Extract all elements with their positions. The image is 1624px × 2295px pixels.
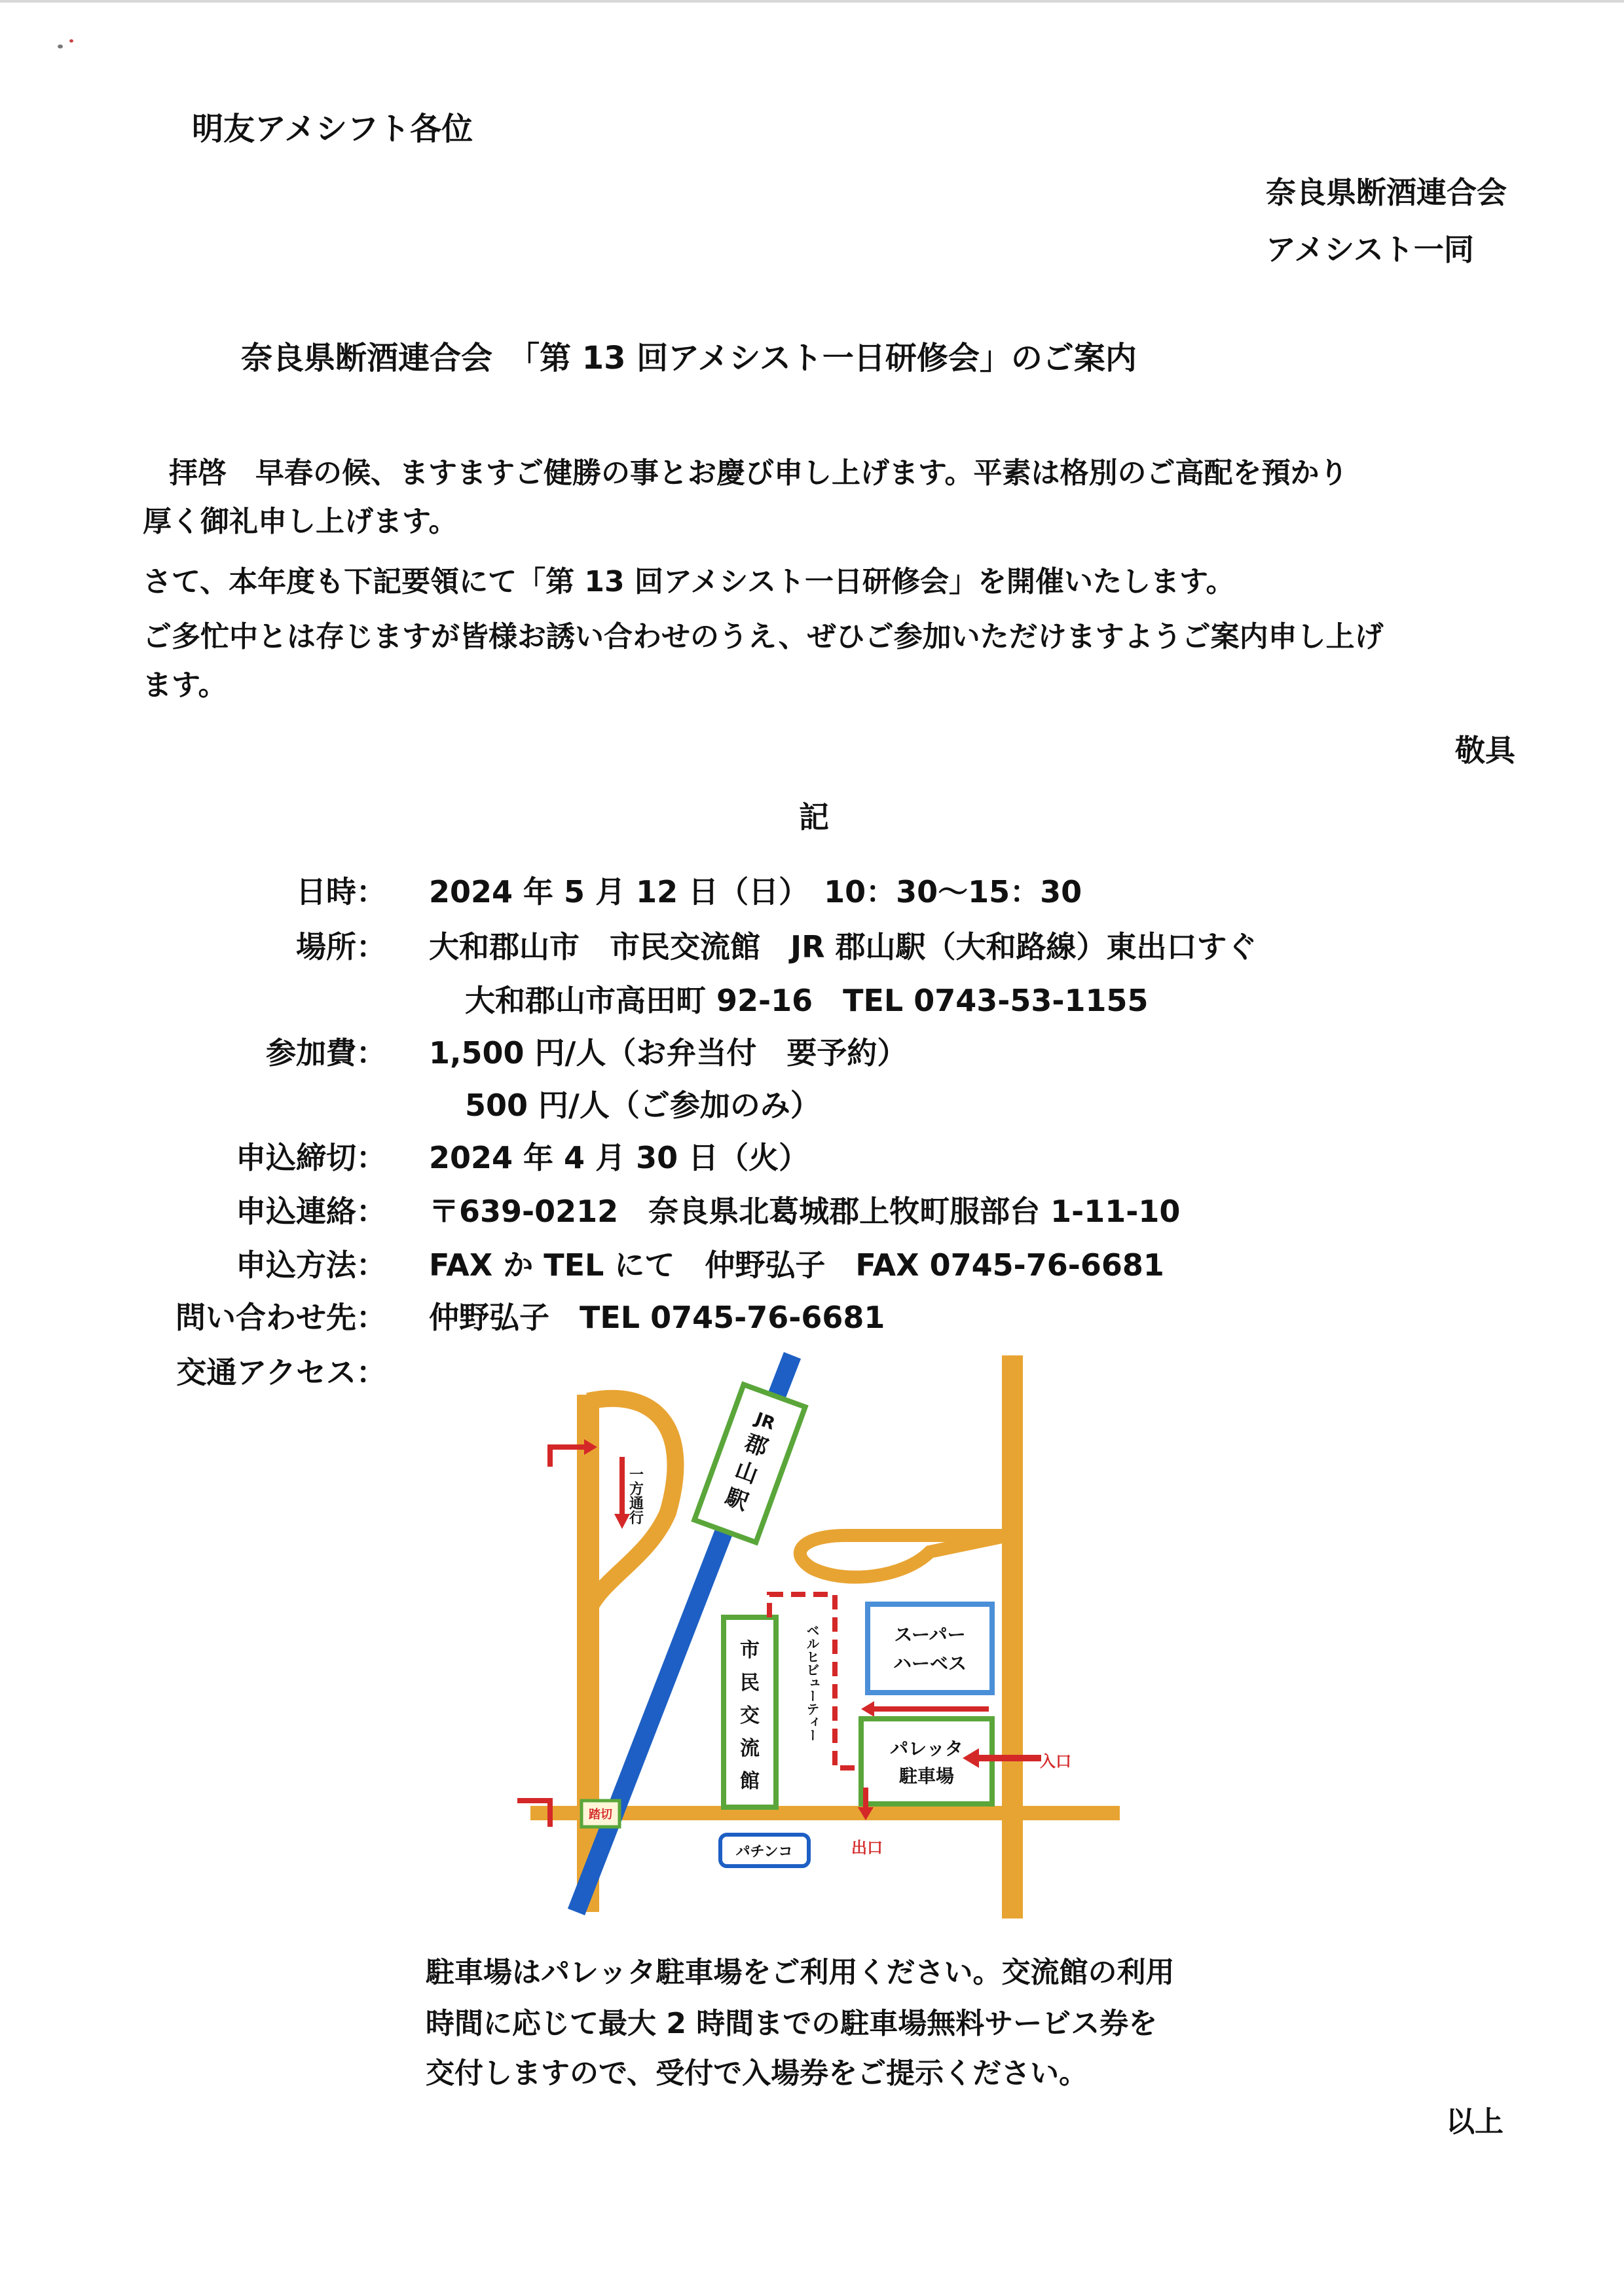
parking-note-2: 時間に応じて最大 2 時間までの駐車場無料サービス券を bbox=[426, 2007, 1158, 2040]
access-map bbox=[504, 1342, 1120, 1932]
super-label: スーパー bbox=[894, 1624, 966, 1645]
civic-hall-label: 市 bbox=[740, 1639, 760, 1662]
entrance-label: 入口 bbox=[1040, 1752, 1071, 1771]
deadline-value: 2024 年 4 月 30 日（火） bbox=[429, 1140, 809, 1175]
road-cul-de-sac bbox=[800, 1535, 1008, 1577]
civic-hall-label: 流 bbox=[740, 1737, 760, 1760]
parking-note-1: 駐車場はパレッタ駐車場をご利用ください。交流館の利用 bbox=[426, 1956, 1175, 1989]
jr-station-label: 郡 bbox=[741, 1429, 771, 1462]
deadline-label: 申込締切： bbox=[236, 1140, 386, 1175]
jr-station-label: 山 bbox=[731, 1456, 762, 1489]
closing-keigu: 敬具 bbox=[1455, 733, 1515, 768]
place-label: 場所： bbox=[296, 929, 386, 964]
fee-label: 参加費： bbox=[266, 1035, 386, 1071]
document-title: 奈良県断酒連合会 「第 13 回アメシスト一日研修会」のご案内 bbox=[241, 340, 1137, 376]
jr-station-box bbox=[694, 1385, 805, 1543]
one-way-label: 一方通行 bbox=[627, 1467, 644, 1524]
place-value-2: 大和郡山市高田町 92-16 TEL 0743-53-1155 bbox=[465, 983, 1149, 1018]
scan-top-edge bbox=[0, 0, 1624, 3]
ending-ijou: 以上 bbox=[1446, 2105, 1504, 2139]
exit-label: 出口 bbox=[851, 1839, 883, 1857]
date-label: 日時： bbox=[296, 874, 386, 909]
contact-value: 〒639-0212 奈良県北葛城郡上牧町服部台 1-11-10 bbox=[429, 1194, 1181, 1229]
civic-hall-label: 民 bbox=[740, 1672, 760, 1695]
access-label: 交通アクセス： bbox=[176, 1355, 386, 1390]
sender-group: アメシスト一同 bbox=[1266, 232, 1474, 267]
fee-value-1: 1,500 円/人（お弁当付 要予約） bbox=[429, 1035, 908, 1071]
civic-hall-label: 館 bbox=[740, 1770, 760, 1793]
addressee: 明友アメシフト各位 bbox=[192, 111, 473, 147]
road-east bbox=[1002, 1355, 1023, 1919]
method-label: 申込方法： bbox=[236, 1247, 386, 1283]
beauty-label: ベルヒビューティー bbox=[804, 1624, 820, 1742]
civic-hall-label: 交 bbox=[740, 1704, 760, 1727]
date-value: 2024 年 5 月 12 日（日） 10：30～15：30 bbox=[429, 874, 1082, 909]
body-line-5: ます。 bbox=[143, 669, 227, 702]
ki-heading: 記 bbox=[799, 799, 829, 835]
scan-speck bbox=[69, 39, 73, 43]
pachinko-label: パチンコ bbox=[735, 1844, 793, 1860]
contact-label: 申込連絡： bbox=[236, 1194, 386, 1229]
scan-speck bbox=[58, 45, 63, 48]
paretta-label: パレッタ bbox=[890, 1738, 963, 1759]
inquiry-value: 仲野弘子 TEL 0745-76-6681 bbox=[429, 1300, 885, 1335]
paretta-label: 駐車場 bbox=[898, 1765, 955, 1787]
body-line-3: さて、本年度も下記要領にて「第 13 回アメシスト一日研修会」を開催いたします。 bbox=[143, 565, 1235, 598]
fee-value-2: 500 円/人（ご参加のみ） bbox=[465, 1088, 821, 1123]
super-box bbox=[868, 1604, 992, 1693]
sender-org: 奈良県断酒連合会 bbox=[1266, 175, 1507, 210]
body-line-4: ご多忙中とは存じますが皆様お誘い合わせのうえ、ぜひご参加いただけますようご案内申し上げ bbox=[143, 620, 1384, 653]
crossing-label: 踏切 bbox=[589, 1808, 612, 1822]
super-label: ハーベス bbox=[893, 1653, 967, 1674]
route-arrow-head bbox=[861, 1701, 874, 1717]
method-value: FAX か TEL にて 仲野弘子 FAX 0745-76-6681 bbox=[429, 1247, 1164, 1283]
place-value-1: 大和郡山市 市民交流館 JR 郡山駅（大和路線）東出口すぐ bbox=[429, 929, 1257, 964]
body-line-2: 厚く御礼申し上げます。 bbox=[143, 505, 458, 538]
inquiry-label: 問い合わせ先： bbox=[175, 1300, 386, 1335]
jr-station-label: JR bbox=[752, 1408, 778, 1435]
jr-station-label: 駅 bbox=[722, 1483, 752, 1516]
body-line-1: 拝啓 早春の候、ますますご健勝の事とお慶び申し上げます。平素は格別のご高配を預かり bbox=[169, 456, 1348, 490]
parking-note-3: 交付しますので、受付で入場券をご提示ください。 bbox=[426, 2057, 1088, 2090]
